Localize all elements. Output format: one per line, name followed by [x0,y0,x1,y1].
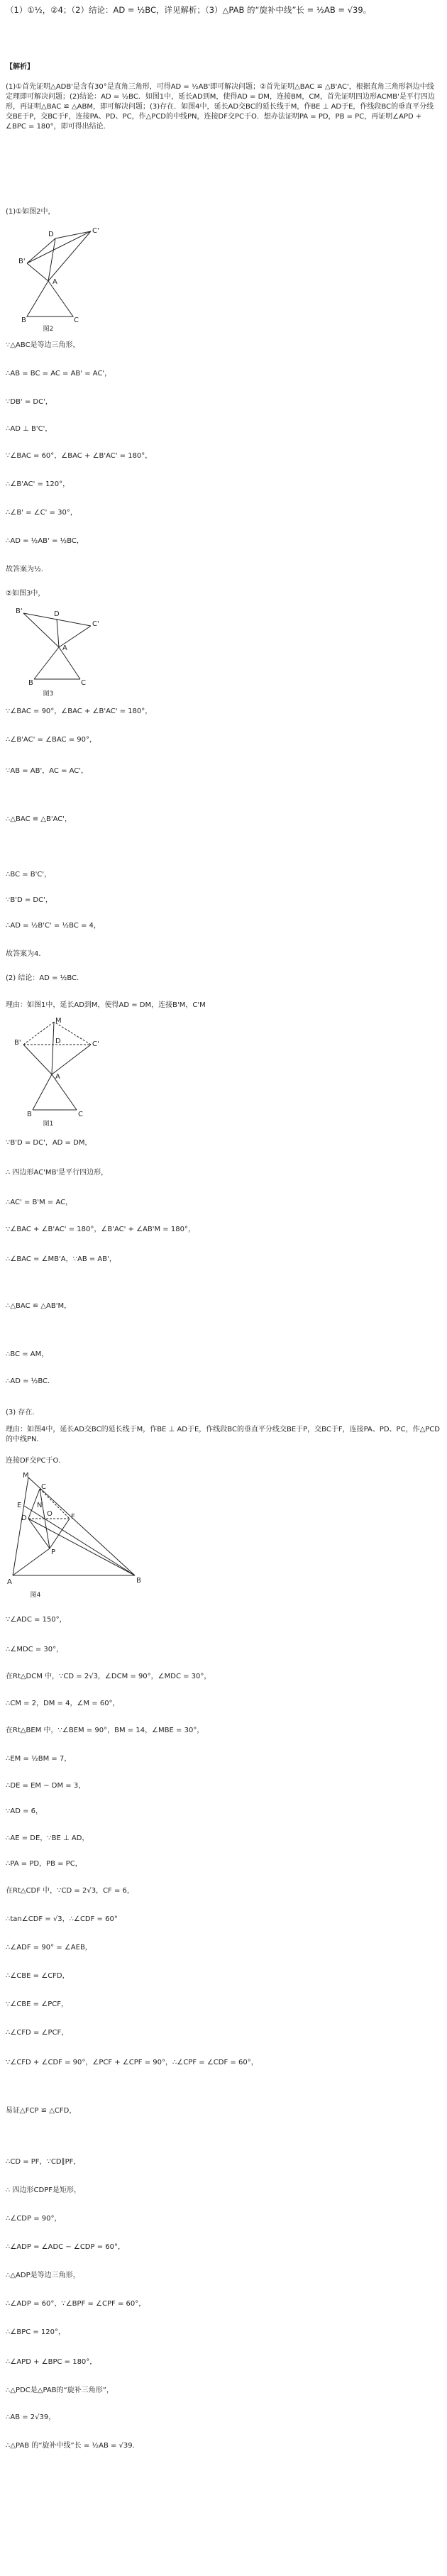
fig1-label: C' [92,1040,99,1048]
step-line: ∵∠BAC = 60°，∠BAC + ∠B'AC' = 180°， [6,452,153,460]
fig2-label: A [53,278,57,286]
step-line: ∴∠ADP = ∠ADC − ∠CDP = 60°， [6,2243,125,2251]
fig4-label: F [71,1513,75,1521]
figure-1-drawing [13,1016,105,1118]
fig3-label: A [62,644,67,652]
step-line: ∴AD = ½BC． [6,1377,55,1385]
step-line: ②如图3中， [6,590,45,598]
analysis-heading: 【解析】 [6,63,34,71]
step-line: ∵AD = 6， [6,1807,43,1815]
step-line: ∴ 四边形AC'MB'是平行四边形， [6,1169,109,1177]
fig3-label: D [54,610,60,618]
fig1-label: B' [14,1039,21,1047]
step-line: ∴∠BPC = 120°， [6,2328,66,2336]
step-line: ∴△BAC ≌ △B'AC'， [6,815,72,823]
step-line: 在Rt△BEM 中，∵∠BEM = 90°，BM = 14，∠MBE = 30°， [6,1727,204,1734]
step-line: ∴∠ADF = 90° = ∠AEB， [6,1944,92,1952]
step-line: ∴∠B'AC' = ∠BAC = 90°， [6,736,97,744]
step-line: 故答案为4． [6,950,46,958]
step-line: ∴△BAC ≌ △AB'M， [6,1302,72,1310]
fig1-label: A [55,1073,60,1081]
step-line: ∴∠B'AC' = 120°， [6,480,70,488]
step-line: ∴BC = B'C'， [6,871,52,879]
step-line: ∵∠BAC = 90°，∠BAC + ∠B'AC' = 180°， [6,708,153,715]
step-line: ∴∠BAC = ∠MB'A，∵AB = AB'， [6,1255,116,1263]
step-line: ∴△PDC是△PAB的“旋补三角形”， [6,2387,114,2394]
step-line: 连接DF交PC于O． [6,1457,66,1465]
step-line: ∴∠APD + ∠BPC = 180°， [6,2358,97,2366]
step-line: ∴∠ADP = 60°，∵∠BPF = ∠CPF = 60°， [6,2300,146,2308]
fig4-label: O [47,1510,53,1518]
fig4-label: M [23,1472,29,1480]
step-line: ∴BC = AM， [6,1350,49,1358]
step-line: (3) 存在． [6,1409,40,1416]
step-line: ∴∠CBE = ∠CFD， [6,1972,70,1980]
figure-4-drawing [7,1469,149,1590]
figure-4-caption: 图4 [30,1592,41,1599]
fig3-label: B' [16,607,23,615]
step-line: ∴CM = 2，DM = 4，∠M = 60°， [6,1700,120,1707]
fig1-label: D [55,1037,61,1045]
step-line: 易证△FCP ≌ △CFD， [6,2107,77,2115]
fig4-label: E [17,1502,22,1509]
step-line: ∵DB' = DC'， [6,398,53,406]
step-line: ∴AB = BC = AC = AB' = AC'， [6,370,112,378]
fig2-label: C [74,317,79,324]
fig4-label: P [51,1548,56,1556]
step-line: ∵∠CBE = ∠PCF， [6,2000,68,2008]
step-line: ∴tan∠CDF = √3，∴∠CDF = 60° [6,1915,118,1923]
fig4-label: C [41,1483,46,1491]
step-line: ∵∠CFD + ∠CDF = 90°，∠PCF + ∠CPF = 90°，∴∠CPF = ∠CDF = 60°， [6,2059,258,2066]
step-line: ∴AD = ½B'C' = ½BC = 4， [6,922,101,930]
step-line: ∴ 四边形CDPF是矩形， [6,2186,82,2194]
answer-summary: （1）①½，②4；（2）结论：AD = ½BC，详见解析；（3）△PAB 的“旋补中线”长 = ½AB = √39。 [6,5,372,15]
step-line: 理由：如图4中，延长AD交BC的延长线于M，作BE ⊥ AD于E，作线段BC的垂直平分线交BE于P，交BC于F，连接PA、PD、PC，作△PCD的中线PN． [6,1426,440,1443]
step-line: ∴AD = ½AB' = ½BC， [6,537,84,545]
step-line: ∴AD ⊥ B'C'， [6,425,53,433]
figure-3-caption: 图3 [43,690,54,698]
step-line: ∵AB = AB'，AC = AC'， [6,767,89,775]
step-line: ∵B'D = DC'，AD = DM， [6,1139,92,1147]
analysis-paragraph: (1)①首先证明△ADB'是含有30°是直角三角形，可得AD = ½AB'即可解决问题；②首先证明△BAC ≌ △B'AC'，根据直角三角形斜边中线定理即可解决问题；(2)结论：AD = ½BC．如图1中，延长AD到M，使得AD = DM，连接BM，CM，首先证明四边形ACMB'是平行四边形，再证明△BAC ≌ △ABM，即可解决问题；(3)存在．如图4中，延长AD交BC的延长线于M，作BE ⊥ AD于E，作线段BC的垂直平分线交BE于P，交BC于F，连接PA、PD、PC，作△PCD的中线PN，连接DF交PC于O．想办法证明PA = PD，PB = PC，再证明∠APD + ∠BPC = 180°，即可得出结论． [6,83,435,131]
step-line: 在Rt△CDF 中，∵CD = 2√3，CF = 6， [6,1887,134,1895]
step-line: ∴∠MDC = 30°， [6,1646,64,1653]
fig2-label: C' [92,227,99,235]
step-line: ∴CD = PF，∵CD∥PF， [6,2158,81,2166]
fig2-label: B' [18,258,26,265]
step-line: ∴DE = EM − DM = 3， [6,1782,86,1790]
figure-3 [13,605,105,698]
step-line: 在Rt△DCM 中，∵CD = 2√3，∠DCM = 90°，∠MDC = 30°， [6,1673,211,1680]
step-line: ∴AE = DE，∵BE ⊥ AD， [6,1834,89,1842]
fig4-label: D [21,1514,27,1522]
fig1-label: M [55,1017,62,1025]
fig1-label: C [78,1111,83,1118]
fig2-label: B [21,317,26,324]
step-line: ∵∠ADC = 150°， [6,1616,67,1624]
figure-2-drawing [13,224,105,324]
fig3-label: B [28,679,33,687]
step-line: ∴△ADP是等边三角形， [6,2272,80,2279]
step-line: ∵B'D = DC'， [6,896,53,904]
step-line: (2) 结论：AD = ½BC． [6,974,84,982]
fig2-label: D [48,231,54,238]
fig3-label: C [81,679,86,687]
fig4-label: A [7,1578,12,1586]
fig1-label: B [27,1111,32,1118]
figure-2-caption: 图2 [43,326,54,333]
step-line: ∵△ABC是等边三角形， [6,341,80,349]
fig3-label: C' [92,620,99,628]
step-line: 故答案为½． [6,566,48,573]
fig4-label: B [136,1577,141,1585]
figure-3-drawing [13,605,105,688]
step-line: ∴△PAB 的“旋补中线”长 = ½AB = √39． [6,2442,140,2450]
step-line: ∴PA = PD，PB = PC， [6,1860,82,1868]
step-line: ∴∠CFD = ∠PCF， [6,2029,69,2037]
step-line: ∵∠BAC + ∠B'AC' = 180°，∠B'AC' + ∠AB'M = 180°， [6,1226,195,1233]
figure-2 [13,224,105,331]
figure-1 [13,1016,105,1128]
step-line: ∴∠B' = ∠C' = 30°， [6,509,77,517]
step-line: ∴AC' = B'M = AC， [6,1199,73,1206]
figure-4 [7,1469,149,1601]
step-line: ∴∠CDP = 90°， [6,2215,62,2223]
step-line: ∴EM = ½BM = 7， [6,1755,72,1763]
step-line: ∴AB = 2√39， [6,2413,56,2421]
fig4-label: N [37,1502,43,1509]
figure-1-caption: 图1 [43,1121,54,1128]
step-line: (1)①如图2中， [6,208,55,216]
step-line: 理由：如图1中，延长AD到M，使得AD = DM，连接B'M，C'M [6,1001,206,1009]
